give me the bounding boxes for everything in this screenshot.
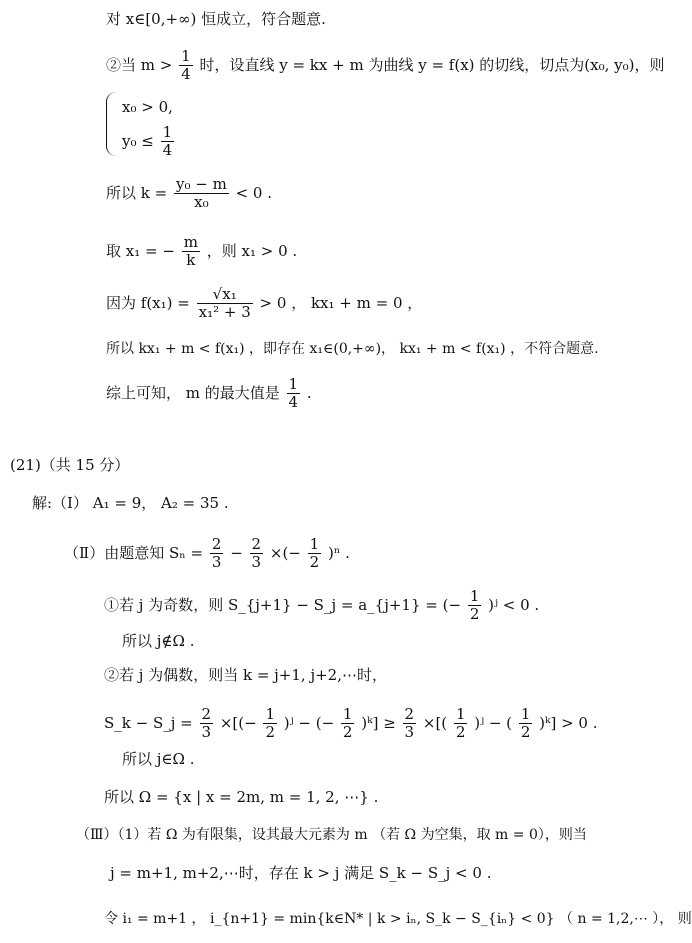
fraction	[454, 706, 468, 742]
line-part: 综上可知， m 的最大值是	[106, 383, 280, 402]
line-part: （Ⅱ）由题意知 Sₙ =	[64, 543, 204, 562]
text-line: 对 x∈[0,+∞) 恒成立，符合题意.	[106, 10, 326, 28]
fraction	[161, 124, 175, 160]
numerator: 2	[251, 535, 262, 553]
line-part: ×(−	[269, 543, 301, 562]
fraction	[468, 588, 482, 624]
numerator: 1	[265, 705, 276, 723]
line-part: .	[306, 383, 312, 402]
text-line	[106, 234, 297, 270]
text-line	[104, 706, 598, 742]
denominator: 3	[201, 723, 212, 742]
denominator: 2	[520, 723, 531, 742]
text-line: 所以 j∉Ω .	[122, 632, 195, 650]
line-part: > 0 ， kx₁ + m = 0 ，	[259, 293, 423, 312]
denominator: 4	[181, 65, 191, 84]
text-line	[106, 286, 422, 322]
line-part: 时，设直线 y = kx + m 为曲线 y = f(x) 的切线，切点为(x₀, y₀)，则	[199, 55, 665, 74]
numerator: 1	[181, 47, 191, 65]
fraction	[287, 376, 301, 412]
text-line: ②若 j 为偶数，则当 k = j+1, j+2,⋯时，	[104, 666, 387, 684]
denominator: x₀	[194, 193, 209, 212]
denominator: 4	[288, 393, 299, 412]
text-line	[106, 176, 272, 212]
line-part: ①若 j 为奇数，则 S_{j+1} − S_j = a_{j+1} = (−	[104, 595, 462, 614]
numerator: 2	[404, 705, 415, 723]
line-part: )ʲ < 0 .	[488, 595, 540, 614]
text-line: 解:（Ⅰ） A₁ = 9， A₂ = 35 .	[32, 494, 229, 512]
fraction	[210, 536, 224, 572]
text-line: j = m+1, m+2,⋯时，存在 k > j 满足 S_k − S_j < 0 .	[110, 864, 492, 882]
line-part: )ⁿ .	[327, 543, 350, 562]
text-line: 令 i₁ = m+1 ， i_{n+1} = min{k∈N* | k > iₙ, S_k − S_{iₙ} < 0} （ n = 1,2,⋯ ）， 则	[104, 911, 692, 927]
numerator: 2	[211, 535, 222, 553]
denominator: 2	[342, 723, 353, 742]
line-part: S_k − S_j =	[104, 713, 193, 732]
numerator: 1	[162, 123, 173, 141]
line-part: )ᵏ] ≥	[361, 713, 396, 732]
denominator: 2	[309, 553, 320, 572]
fraction	[519, 706, 533, 742]
numerator: m	[183, 233, 198, 251]
numerator: 1	[520, 705, 531, 723]
problem-heading: (21)（共 15 分）	[10, 456, 130, 474]
fraction	[197, 286, 253, 322]
fraction	[200, 706, 214, 742]
numerator: 1	[342, 705, 353, 723]
brace	[106, 92, 119, 156]
line-part: ，则 x₁ > 0 .	[206, 241, 298, 260]
fraction	[182, 234, 200, 270]
text-line	[106, 376, 312, 412]
numerator: 2	[201, 705, 212, 723]
numerator: 1	[469, 587, 480, 605]
fraction	[403, 706, 417, 742]
line-part: ×[(	[422, 713, 448, 732]
line-part: )ʲ − (	[474, 713, 513, 732]
denominator: x₁² + 3	[198, 303, 251, 322]
denominator: k	[186, 251, 196, 270]
line-part: y₀ ≤	[122, 131, 154, 150]
text-line	[104, 588, 539, 624]
text-line	[64, 536, 350, 572]
denominator: 2	[455, 723, 466, 742]
numerator: 1	[309, 535, 320, 553]
numerator: y₀ − m	[175, 175, 227, 193]
line-part: 因为 f(x₁) =	[106, 293, 190, 312]
line-part: < 0 .	[235, 183, 273, 202]
fraction	[179, 48, 193, 84]
fraction	[341, 706, 355, 742]
text-line: 所以 j∈Ω .	[122, 750, 195, 768]
line-part: )ʲ − (−	[283, 713, 335, 732]
denominator: 2	[469, 605, 480, 624]
denominator: 3	[251, 553, 262, 572]
text-line	[106, 48, 664, 84]
denominator: 4	[162, 141, 173, 160]
text-line: 所以 Ω = {x | x = 2m, m = 1, 2, ⋯} .	[104, 788, 379, 806]
fraction	[250, 536, 264, 572]
line-part: −	[230, 543, 243, 562]
line-part: 所以 k =	[106, 183, 168, 202]
denominator: 3	[211, 553, 222, 572]
text-line: （Ⅲ）（1）若 Ω 为有限集，设其最大元素为 m （若 Ω 为空集，取 m = 0），则当	[76, 827, 587, 843]
denominator: 2	[265, 723, 276, 742]
fraction	[174, 176, 229, 212]
numerator: 1	[288, 375, 299, 393]
line-part: ②当 m >	[106, 55, 173, 74]
denominator: 3	[404, 723, 415, 742]
numerator: √x₁	[197, 286, 253, 304]
system-line: x₀ > 0,	[122, 98, 173, 116]
text-line: 所以 kx₁ + m < f(x₁) ，即存在 x₁∈(0,+∞)， kx₁ + m < f(x₁) ，不符合题意.	[106, 341, 599, 357]
system-line	[122, 124, 176, 160]
line-part: ×[(−	[219, 713, 257, 732]
numerator: 1	[455, 705, 466, 723]
fraction	[263, 706, 277, 742]
line-part: 取 x₁ = −	[106, 241, 175, 260]
fraction	[308, 536, 322, 572]
line-part: )ᵏ] > 0 .	[539, 713, 598, 732]
